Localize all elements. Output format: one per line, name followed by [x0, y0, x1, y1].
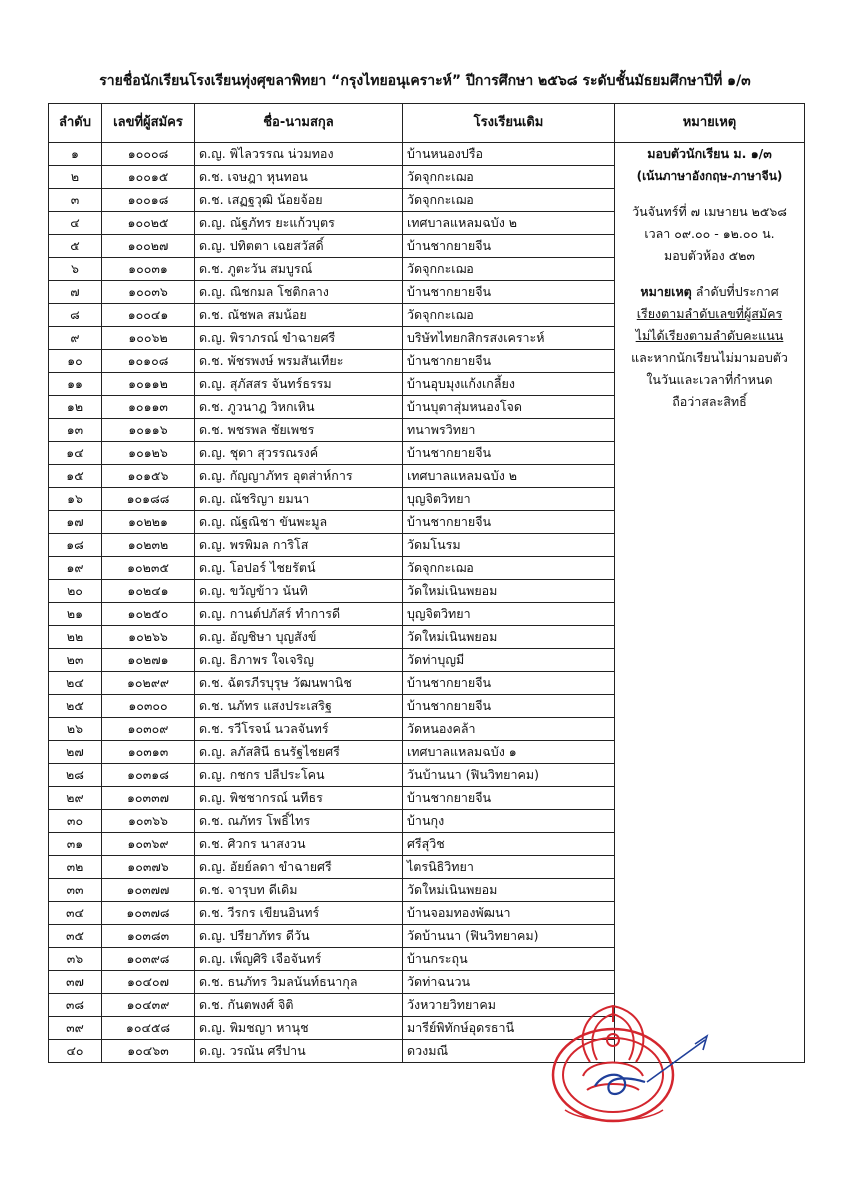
remark-note-1: ลำดับที่ประกาศ [695, 284, 779, 299]
remark-cell [615, 143, 805, 1063]
row-school-cell: วัดใหม่เนินพยอม [403, 879, 615, 902]
seal-graphic [535, 1000, 715, 1130]
row-no-cell: ๘ [49, 304, 102, 327]
remark-note-label: หมายเหตุ [640, 284, 692, 299]
row-no-cell: ๑๐ [49, 350, 102, 373]
row-name-cell: ด.ญ. ชุดา สุวรรณรงค์ [195, 442, 403, 465]
row-school-cell: บ้านอุบมุงแก้งเกลี้ยง [403, 373, 615, 396]
row-applicant-id-cell: ๑๐๑๘๘ [102, 488, 195, 511]
row-no-cell: ๒๔ [49, 672, 102, 695]
row-no-cell: ๑๗ [49, 511, 102, 534]
row-school-cell: วัดท่าบุญมี [403, 649, 615, 672]
row-applicant-id-cell: ๑๐๓๐๙ [102, 718, 195, 741]
row-school-cell: วัดจุกกะเฌอ [403, 166, 615, 189]
row-applicant-id-cell: ๑๐๑๒๖ [102, 442, 195, 465]
row-applicant-id-cell: ๑๐๓๗๖ [102, 856, 195, 879]
remark-date: วันจันทร์ที่ ๗ เมษายน ๒๕๖๘ [632, 204, 787, 219]
row-no-cell: ๑๕ [49, 465, 102, 488]
row-applicant-id-cell: ๑๐๓๙๘ [102, 948, 195, 971]
row-no-cell: ๓๙ [49, 1017, 102, 1040]
row-school-cell: บ้านชากยายจีน [403, 235, 615, 258]
row-school-cell: บ้านกุง [403, 810, 615, 833]
student-roster-table [48, 103, 805, 1063]
row-school-cell: มารีย์พิทักษ์อุดรธานี [403, 1017, 615, 1040]
row-no-cell: ๓๒ [49, 856, 102, 879]
row-applicant-id-cell: ๑๐๑๑๖ [102, 419, 195, 442]
row-no-cell: ๑๙ [49, 557, 102, 580]
row-no-cell: ๓๖ [49, 948, 102, 971]
row-no-cell: ๒๓ [49, 649, 102, 672]
row-school-cell: วัดจุกกะเฌอ [403, 304, 615, 327]
row-applicant-id-cell: ๑๐๓๓๗ [102, 787, 195, 810]
row-school-cell: บริษัทไทยกสิกรสงเคราะห์ [403, 327, 615, 350]
row-name-cell: ด.ญ. กานต์ปภัสร์ ทำการดี [195, 603, 403, 626]
row-school-cell: บุญจิตวิทยา [403, 488, 615, 511]
row-applicant-id-cell: ๑๐๔๓๙ [102, 994, 195, 1017]
row-no-cell: ๑๔ [49, 442, 102, 465]
row-name-cell: ด.ช. วีรกร เขียนอินทร์ [195, 902, 403, 925]
row-name-cell: ด.ญ. ณัชริญา ยมนา [195, 488, 403, 511]
row-name-cell: ด.ช. ณัชพล สมน้อย [195, 304, 403, 327]
row-no-cell: ๒๘ [49, 764, 102, 787]
header-name: ชื่อ-นามสกุล [195, 104, 403, 143]
remark-note-6: ถือว่าสละสิทธิ์ [672, 394, 747, 409]
row-applicant-id-cell: ๑๐๐๒๕ [102, 212, 195, 235]
row-applicant-id-cell: ๑๐๒๖๖ [102, 626, 195, 649]
row-name-cell: ด.ญ. กัญญาภัทร อุตส่าห์การ [195, 465, 403, 488]
row-name-cell: ด.ญ. เพ็ญศิริ เจือจันทร์ [195, 948, 403, 971]
row-applicant-id-cell: ๑๐๑๑๒ [102, 373, 195, 396]
row-applicant-id-cell: ๑๐๒๙๙ [102, 672, 195, 695]
row-name-cell: ด.ช. รวีโรจน์ นวลจันทร์ [195, 718, 403, 741]
row-no-cell: ๒๖ [49, 718, 102, 741]
row-applicant-id-cell: ๑๐๒๓๕ [102, 557, 195, 580]
remark-note-3: ไม่ได้เรียงตามลำดับคะแนน [635, 328, 784, 343]
remark-note-4: และหากนักเรียนไม่มามอบตัว [631, 350, 788, 365]
row-applicant-id-cell: ๑๐๒๓๒ [102, 534, 195, 557]
row-name-cell: ด.ญ. พิชชากรณ์ นทีธร [195, 787, 403, 810]
row-applicant-id-cell: ๑๐๓๖๖ [102, 810, 195, 833]
header-no: ลำดับ [49, 104, 102, 143]
row-name-cell: ด.ญ. พิราภรณ์ ขำฉายศรี [195, 327, 403, 350]
row-no-cell: ๒๕ [49, 695, 102, 718]
remark-heading: มอบตัวนักเรียน ม. ๑/๓ [647, 146, 772, 161]
school-seal-stamp [535, 1000, 715, 1130]
row-school-cell: บ้านชากยายจีน [403, 695, 615, 718]
row-name-cell: ด.ช. ภูวนาฎ วิหกเหิน [195, 396, 403, 419]
row-applicant-id-cell: ๑๐๓๑๘ [102, 764, 195, 787]
row-no-cell: ๓๑ [49, 833, 102, 856]
row-no-cell: ๑๓ [49, 419, 102, 442]
row-name-cell: ด.ญ. อัยย์ลดา ขำฉายศรี [195, 856, 403, 879]
row-applicant-id-cell: ๑๐๒๗๑ [102, 649, 195, 672]
row-no-cell: ๑๖ [49, 488, 102, 511]
row-school-cell: วัดท่าฉนวน [403, 971, 615, 994]
row-applicant-id-cell: ๑๐๔๐๗ [102, 971, 195, 994]
row-applicant-id-cell: ๑๐๒๕๐ [102, 603, 195, 626]
row-applicant-id-cell: ๑๐๓๑๓ [102, 741, 195, 764]
row-school-cell: เทศบาลแหลมฉบัง ๒ [403, 465, 615, 488]
row-school-cell: บุญจิตวิทยา [403, 603, 615, 626]
row-applicant-id-cell: ๑๐๒๔๑ [102, 580, 195, 603]
row-name-cell: ด.ญ. พิมชญา หานุช [195, 1017, 403, 1040]
row-no-cell: ๔ [49, 212, 102, 235]
row-school-cell: เทศบาลแหลมฉบัง ๑ [403, 741, 615, 764]
row-no-cell: ๒๒ [49, 626, 102, 649]
row-applicant-id-cell: ๑๐๐๐๘ [102, 143, 195, 166]
row-no-cell: ๓๕ [49, 925, 102, 948]
row-applicant-id-cell: ๑๐๑๐๘ [102, 350, 195, 373]
row-name-cell: ด.ญ. ขวัญข้าว นันทิ [195, 580, 403, 603]
row-school-cell: บ้านหนองปรือ [403, 143, 615, 166]
row-applicant-id-cell: ๑๐๑๑๓ [102, 396, 195, 419]
row-no-cell: ๓๐ [49, 810, 102, 833]
row-school-cell: วัดใหม่เนินพยอม [403, 626, 615, 649]
row-school-cell: วันบ้านนา (ฟินวิทยาคม) [403, 764, 615, 787]
row-school-cell: วัดบ้านนา (ฟินวิทยาคม) [403, 925, 615, 948]
row-school-cell: บ้านชากยายจีน [403, 442, 615, 465]
row-applicant-id-cell: ๑๐๓๐๐ [102, 695, 195, 718]
row-no-cell: ๔๐ [49, 1040, 102, 1063]
row-school-cell: บ้านบุตาสุ่มหนองโจด [403, 396, 615, 419]
row-name-cell: ด.ญ. สุภัสสร จันทร์ธรรม [195, 373, 403, 396]
row-name-cell: ด.ญ. พิไลวรรณ น่วมทอง [195, 143, 403, 166]
row-name-cell: ด.ญ. ธิภาพร ใจเจริญ [195, 649, 403, 672]
row-name-cell: ด.ญ. วรณัน ศรีปาน [195, 1040, 403, 1063]
row-no-cell: ๑๒ [49, 396, 102, 419]
row-name-cell: ด.ญ. ณัฐภัทร ยะแก้วบุตร [195, 212, 403, 235]
row-no-cell: ๑๘ [49, 534, 102, 557]
row-applicant-id-cell: ๑๐๑๕๖ [102, 465, 195, 488]
row-school-cell: วัดจุกกะเฌอ [403, 189, 615, 212]
row-school-cell: วัดจุกกะเฌอ [403, 557, 615, 580]
row-name-cell: ด.ญ. ปทิตตา เฉยสวัสดิ์ [195, 235, 403, 258]
row-school-cell: เทศบาลแหลมฉบัง ๒ [403, 212, 615, 235]
row-applicant-id-cell: ๑๐๓๘๓ [102, 925, 195, 948]
row-no-cell: ๓๘ [49, 994, 102, 1017]
row-school-cell: วัดมโนรม [403, 534, 615, 557]
row-applicant-id-cell: ๑๐๐๔๑ [102, 304, 195, 327]
row-school-cell: วัดหนองคล้า [403, 718, 615, 741]
remark-note-2: เรียงตามลำดับเลขที่ผู้สมัคร [636, 306, 783, 321]
row-name-cell: ด.ญ. ปรียาภัทร ดีวัน [195, 925, 403, 948]
table-row [49, 143, 805, 166]
row-school-cell: ไตรนิธิวิทยา [403, 856, 615, 879]
row-name-cell: ด.ช. ฉัตรภีรบุรุษ วัฒนพานิช [195, 672, 403, 695]
row-school-cell: วัดจุกกะเฌอ [403, 258, 615, 281]
row-no-cell: ๒๗ [49, 741, 102, 764]
row-name-cell: ด.ช. จารุบท ดีเดิม [195, 879, 403, 902]
row-no-cell: ๓ [49, 189, 102, 212]
row-school-cell: บ้านกระถุน [403, 948, 615, 971]
remark-subheading: (เน้นภาษาอังกฤษ-ภาษาจีน) [636, 169, 783, 183]
row-no-cell: ๑ [49, 143, 102, 166]
row-name-cell: ด.ญ. พรพิมล การิโส [195, 534, 403, 557]
row-no-cell: ๗ [49, 281, 102, 304]
row-no-cell: ๙ [49, 327, 102, 350]
row-name-cell: ด.ญ. โอปอร์ ไชยรัตน์ [195, 557, 403, 580]
row-name-cell: ด.ญ. ลภัสสินี ธนรัฐไชยศรี [195, 741, 403, 764]
row-applicant-id-cell: ๑๐๐๑๘ [102, 189, 195, 212]
row-name-cell: ด.ญ. ณัฐณิชา ขันพะมูล [195, 511, 403, 534]
row-name-cell: ด.ญ. ณิชกมล โชติกลาง [195, 281, 403, 304]
row-name-cell: ด.ช. พชรพล ชัยเพชร [195, 419, 403, 442]
row-no-cell: ๖ [49, 258, 102, 281]
row-no-cell: ๕ [49, 235, 102, 258]
remark-note-5: ในวันและเวลาที่กำหนด [646, 372, 773, 387]
row-name-cell: ด.ช. ศิวกร นาสงวน [195, 833, 403, 856]
header-school: โรงเรียนเดิม [403, 104, 615, 143]
row-applicant-id-cell: ๑๐๐๑๕ [102, 166, 195, 189]
row-applicant-id-cell: ๑๐๐๓๑ [102, 258, 195, 281]
row-no-cell: ๑๑ [49, 373, 102, 396]
table-header-row [49, 104, 805, 143]
row-no-cell: ๒ [49, 166, 102, 189]
row-no-cell: ๓๗ [49, 971, 102, 994]
row-no-cell: ๒๐ [49, 580, 102, 603]
row-school-cell: วัดใหม่เนินพยอม [403, 580, 615, 603]
row-applicant-id-cell: ๑๐๔๖๓ [102, 1040, 195, 1063]
header-applicant-id: เลขที่ผู้สมัคร [102, 104, 195, 143]
row-name-cell: ด.ช. กันตพงศ์ จิติ [195, 994, 403, 1017]
remark-room: มอบตัวห้อง ๕๒๓ [664, 248, 755, 263]
row-school-cell: ศรีสุวิช [403, 833, 615, 856]
header-remark: หมายเหตุ [615, 104, 805, 143]
row-name-cell: ด.ช. ธนภัทร วิมลนันท์ธนากุล [195, 971, 403, 994]
row-school-cell: บ้านชากยายจีน [403, 511, 615, 534]
row-no-cell: ๒๙ [49, 787, 102, 810]
row-applicant-id-cell: ๑๐๓๗๗ [102, 879, 195, 902]
row-no-cell: ๓๓ [49, 879, 102, 902]
row-no-cell: ๓๔ [49, 902, 102, 925]
remark-time: เวลา ๐๙.๐๐ - ๑๒.๐๐ น. [644, 226, 775, 241]
row-name-cell: ด.ช. นภัทร แสงประเสริฐ [195, 695, 403, 718]
row-name-cell: ด.ญ. อัญชิษา บุญสังข์ [195, 626, 403, 649]
row-name-cell: ด.ช. เสฏฐวุฒิ น้อยจ้อย [195, 189, 403, 212]
row-school-cell: บ้านชากยายจีน [403, 672, 615, 695]
row-applicant-id-cell: ๑๐๒๒๑ [102, 511, 195, 534]
row-school-cell: ดวงมณี [403, 1040, 615, 1063]
row-school-cell: บ้านชากยายจีน [403, 350, 615, 373]
document-title: รายชื่อนักเรียนโรงเรียนทุ่งศุขลาพิทยา “กรุงไทยอนุเคราะห์” ปีการศึกษา ๒๕๖๘ ระดับชั้นมัธยมศึกษาปีที่ ๑/๓ [99, 73, 751, 89]
row-name-cell: ด.ช. ณภัทร โพธิ์ไทร [195, 810, 403, 833]
row-school-cell: วังหวายวิทยาคม [403, 994, 615, 1017]
row-name-cell: ด.ช. เจษฎา หุนทอน [195, 166, 403, 189]
row-school-cell: บ้านชากยายจีน [403, 787, 615, 810]
row-name-cell: ด.ช. พัชรพงษ์ พรมสันเทียะ [195, 350, 403, 373]
row-name-cell: ด.ช. ภูตะวัน สมบูรณ์ [195, 258, 403, 281]
row-applicant-id-cell: ๑๐๐๒๗ [102, 235, 195, 258]
row-no-cell: ๒๑ [49, 603, 102, 626]
row-school-cell: บ้านจอมทองพัฒนา [403, 902, 615, 925]
row-school-cell: ทนาพรวิทยา [403, 419, 615, 442]
row-applicant-id-cell: ๑๐๓๗๘ [102, 902, 195, 925]
row-school-cell: บ้านชากยายจีน [403, 281, 615, 304]
row-applicant-id-cell: ๑๐๓๖๙ [102, 833, 195, 856]
row-applicant-id-cell: ๑๐๐๖๒ [102, 327, 195, 350]
row-name-cell: ด.ญ. กชกร ปลีประโคน [195, 764, 403, 787]
row-applicant-id-cell: ๑๐๔๕๘ [102, 1017, 195, 1040]
table-body [49, 143, 805, 1063]
row-applicant-id-cell: ๑๐๐๓๖ [102, 281, 195, 304]
